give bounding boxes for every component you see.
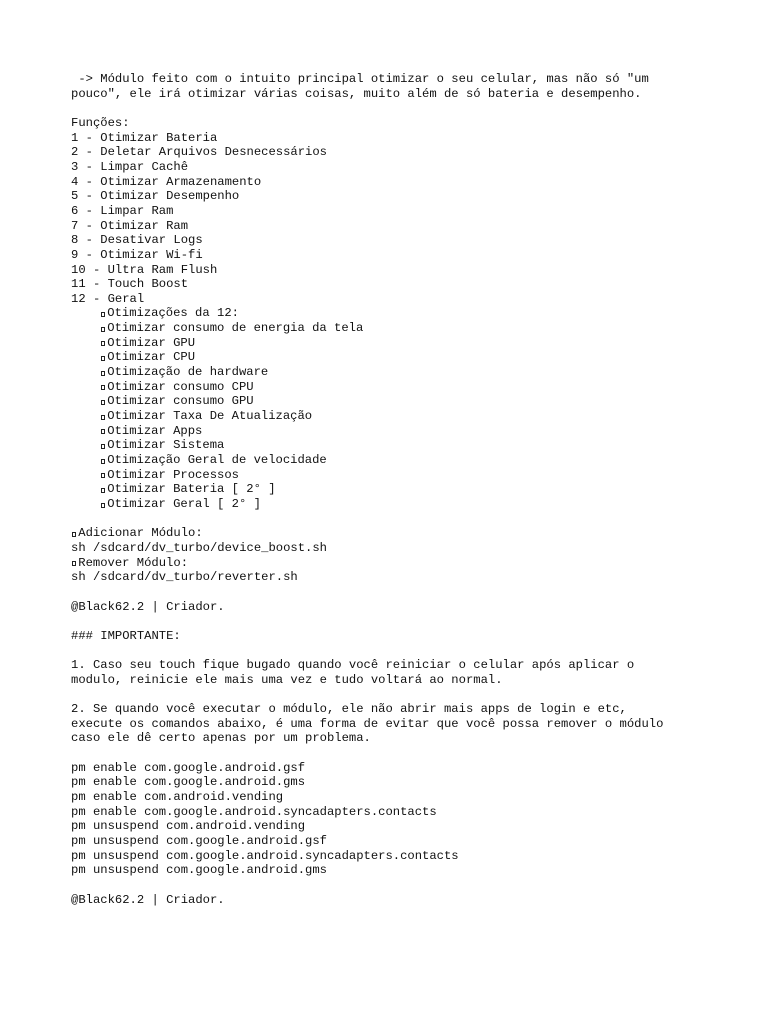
sub-item-label: Otimização de hardware (107, 365, 269, 380)
function-item: 12 - Geral (71, 291, 145, 306)
sub-item (71, 306, 711, 321)
sub-item-label: Otimizar Apps (107, 423, 203, 438)
add-module-label (71, 526, 711, 541)
function-item: 10 - Ultra Ram Flush (71, 262, 218, 277)
command-line: pm unsuspend com.google.android.syncadapters.contacts (71, 848, 459, 863)
sub-item (71, 394, 711, 409)
add-module-text: Adicionar Módulo: (78, 526, 203, 541)
spacer (71, 644, 711, 659)
bullet-box-icon (100, 394, 107, 409)
bullet-box-icon (100, 306, 107, 321)
sub-item-label: Otimização Geral de velocidade (107, 453, 327, 468)
sub-item (71, 409, 711, 424)
spacer (71, 878, 711, 893)
credit-line: @Black62.2 | Criador. (71, 599, 225, 614)
add-module-command: sh /sdcard/dv_turbo/device_boost.sh (71, 540, 327, 555)
remove-module-command: sh /sdcard/dv_turbo/reverter.sh (71, 570, 298, 585)
command-line: pm enable com.google.android.gms (71, 775, 306, 790)
bullet-box-icon (71, 556, 78, 571)
note1-line: 1. Caso seu touch fique bugado quando você reiniciar o celular após aplicar o (71, 658, 635, 673)
sub-item-label: Otimizar Sistema (107, 438, 225, 453)
sub-item-label: Otimizar consumo de energia da tela (107, 321, 364, 336)
sub-item-label: Otimizar Taxa De Atualização (107, 409, 313, 424)
command-line: pm enable com.android.vending (71, 790, 284, 805)
bullet-box-icon (100, 468, 107, 483)
sub-item (71, 468, 711, 483)
note2-line: 2. Se quando você executar o módulo, ele não abrir mais apps de login e etc, (71, 702, 627, 717)
credit-footer: @Black62.2 | Criador. (71, 892, 225, 907)
sub-item-label: Otimizar Geral [ 2° ] (107, 497, 261, 512)
bullet-box-icon (100, 380, 107, 395)
note1-line: modulo, reinicie ele mais uma vez e tudo voltará ao normal. (71, 672, 503, 687)
bullet-box-icon (71, 526, 78, 541)
functions-heading: Funções: (71, 115, 130, 130)
function-item: 11 - Touch Boost (71, 277, 189, 292)
function-item: 6 - Limpar Ram (71, 203, 174, 218)
spacer (71, 687, 711, 702)
document-page (71, 72, 711, 907)
bullet-box-icon (100, 438, 107, 453)
bullet-box-icon (100, 482, 107, 497)
command-line: pm unsuspend com.google.android.gsf (71, 834, 327, 849)
intro-line: -> Módulo feito com o intuito principal otimizar o seu celular, mas não só "um (71, 72, 649, 86)
command-line: pm enable com.google.android.syncadapters.contacts (71, 804, 437, 819)
sub-item-label: Otimizar Processos (107, 467, 239, 482)
function-item: 5 - Otimizar Desempenho (71, 189, 240, 204)
bullet-box-icon (100, 409, 107, 424)
spacer (71, 101, 711, 116)
spacer (71, 614, 711, 629)
sub-item-label: Otimizar consumo GPU (107, 394, 254, 409)
sub-item-label: Otimizar CPU (107, 350, 196, 365)
function-item: 7 - Otimizar Ram (71, 218, 189, 233)
bullet-box-icon (100, 497, 107, 512)
bullet-box-icon (100, 453, 107, 468)
important-heading: ### IMPORTANTE: (71, 628, 181, 643)
function-item: 3 - Limpar Cachê (71, 159, 189, 174)
function-item: 9 - Otimizar Wi-fi (71, 247, 203, 262)
spacer (71, 512, 711, 527)
sub-item-label: Otimizar Bateria [ 2° ] (107, 482, 276, 497)
sub-item (71, 438, 711, 453)
spacer (71, 746, 711, 761)
sub-item (71, 497, 711, 512)
note2-line: caso ele dê certo apenas por um problema. (71, 731, 371, 746)
bullet-box-icon (100, 365, 107, 380)
bullet-box-icon (100, 321, 107, 336)
sub-item-label: Otimizar GPU (107, 335, 196, 350)
bullet-box-icon (100, 336, 107, 351)
sub-item (71, 365, 711, 380)
command-line: pm unsuspend com.google.android.gms (71, 863, 327, 878)
note2-line: execute os comandos abaixo, é uma forma de evitar que você possa remover o módulo (71, 716, 664, 731)
sub-item (71, 321, 711, 336)
spacer (71, 585, 711, 600)
sub-item (71, 336, 711, 351)
sub-item (71, 380, 711, 395)
sub-item-label: Otimizações da 12: (107, 306, 239, 321)
sub-item (71, 453, 711, 468)
sub-item-label: Otimizar consumo CPU (107, 379, 254, 394)
bullet-box-icon (100, 350, 107, 365)
sub-item (71, 482, 711, 497)
sub-item (71, 350, 711, 365)
remove-module-text: Remover Módulo: (78, 555, 189, 570)
command-line: pm unsuspend com.android.vending (71, 819, 306, 834)
function-item: 8 - Desativar Logs (71, 233, 203, 248)
remove-module-label (71, 556, 711, 571)
intro-line: pouco", ele irá otimizar várias coisas, muito além de só bateria e desempenho. (71, 86, 642, 101)
bullet-box-icon (100, 424, 107, 439)
function-item: 4 - Otimizar Armazenamento (71, 174, 262, 189)
function-item: 1 - Otimizar Bateria (71, 130, 218, 145)
sub-item (71, 424, 711, 439)
function-item: 2 - Deletar Arquivos Desnecessários (71, 145, 327, 160)
command-line: pm enable com.google.android.gsf (71, 760, 306, 775)
